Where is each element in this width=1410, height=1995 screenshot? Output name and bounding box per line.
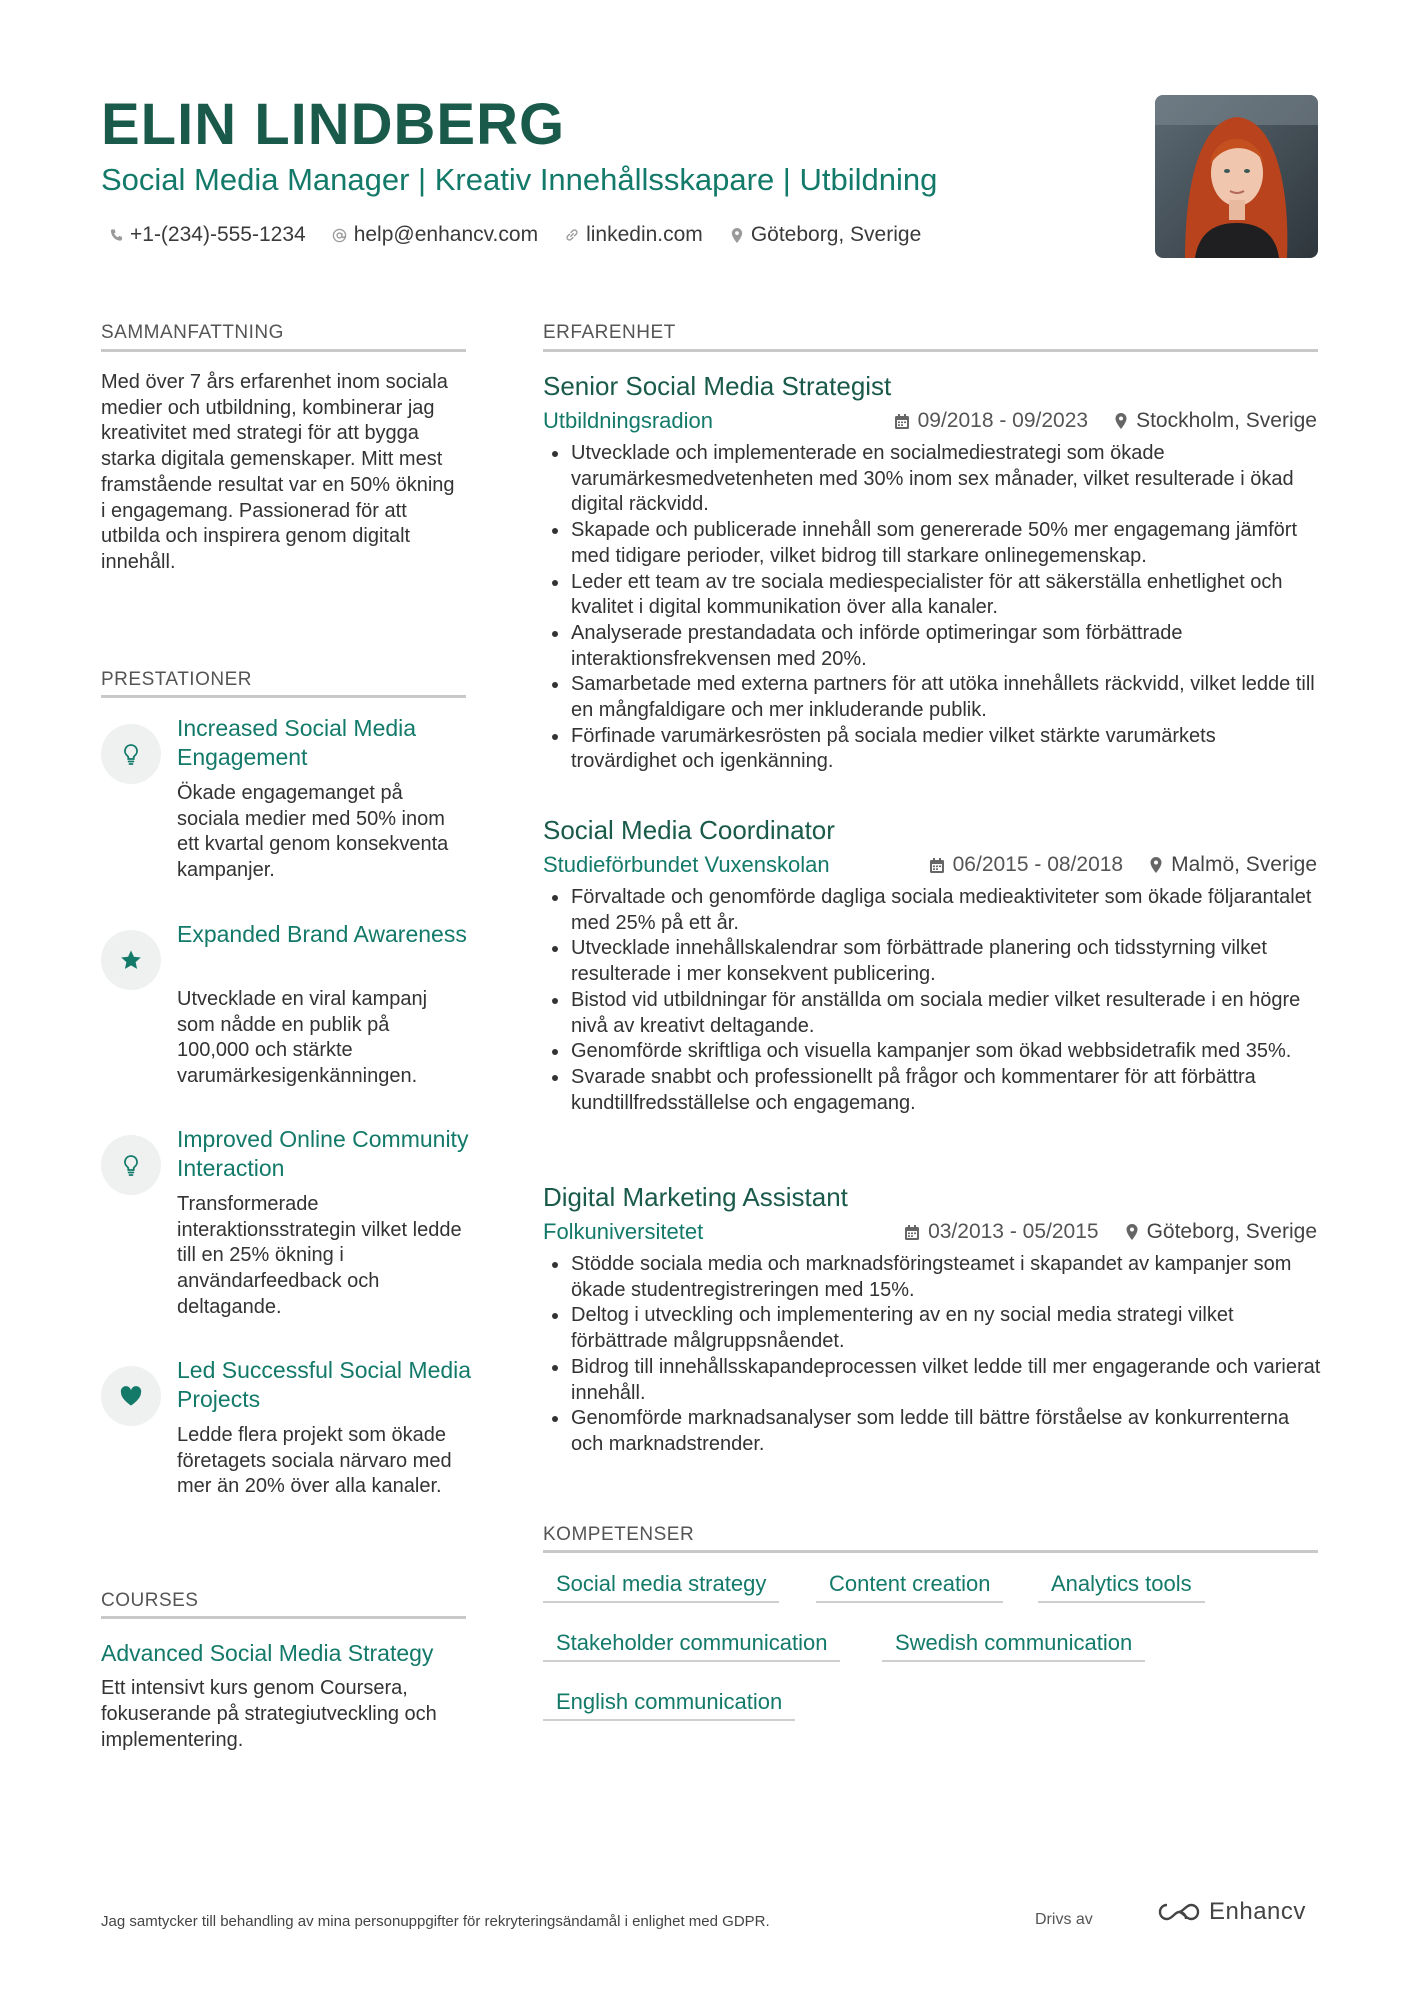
job-bullet: Bidrog till innehållsskapandeprocessen vilket ledde till mer engagerande och varierat innehåll. <box>571 1355 1321 1406</box>
achievement-description: Ökade engagemanget på sociala medier med 50% inom ett kvartal genom konsekventa kampanjer. <box>177 782 449 882</box>
job-bullets <box>543 885 1321 1116</box>
job-bullet: Stödde sociala media och marknadsföringsteamet i skapandet av kampanjer som ökade studentregistreringen med 15%. <box>571 1252 1321 1303</box>
calendar-icon <box>929 857 945 874</box>
achievement-description: Ledde flera projekt som ökade företagets sociala närvaro med mer än 20% över alla kanaler. <box>177 1424 452 1498</box>
achievement-badge <box>101 1135 161 1195</box>
job-role: Senior Social Media Strategist <box>543 371 892 401</box>
job-company: Folkuniversitetet <box>543 1219 704 1244</box>
job-company: Studieförbundet Vuxenskolan <box>543 852 830 877</box>
job-meta <box>904 1217 1317 1247</box>
job-bullet: Skapade och publicerade innehåll som genererade 50% mer engagemang jämfört med tidigare perioder, vilket bidrog till starkare onlinegemenskap. <box>571 518 1321 569</box>
course-title: Advanced Social Media Strategy <box>101 1640 434 1666</box>
job-dates <box>929 850 1123 880</box>
courses-heading: COURSES <box>101 1590 199 1611</box>
achievement-title: Increased Social Media Engagement <box>177 715 417 770</box>
star-icon <box>119 948 143 972</box>
skill-tag: Content creation <box>816 1567 1003 1603</box>
job-entry <box>543 1180 1321 1480</box>
lightbulb-icon <box>121 1154 141 1176</box>
contact-bar <box>108 220 921 250</box>
lightbulb-icon <box>121 743 141 765</box>
summary-text: Med över 7 års erfarenhet inom sociala medier och utbildning, kombinerar jag kreativitet med strategi för att bygga starka digitala gemenskaper. Mitt mest framstående resultat var en 50% ökning i engagemang. Passionerad för att utbilda och inspirera genom digitalt innehåll. <box>101 371 455 573</box>
job-location <box>1149 850 1317 880</box>
candidate-subtitle: Social Media Manager | Kreativ Innehållsskapare | Utbildning <box>101 162 938 197</box>
course-description: Ett intensivt kurs genom Coursera, fokuserande på strategiutveckling och implementering. <box>101 1677 437 1751</box>
achievements-heading: PRESTATIONER <box>101 669 252 690</box>
job-role: Social Media Coordinator <box>543 815 835 845</box>
link-icon <box>564 226 580 244</box>
location-icon <box>729 226 745 244</box>
summary-divider <box>101 349 466 352</box>
achievement-badge <box>101 930 161 990</box>
profile-photo <box>1155 95 1318 258</box>
infinity-logo-icon <box>1155 1900 1203 1924</box>
job-location-text: Göteborg, Sverige <box>1146 1220 1317 1243</box>
skills-divider <box>543 1550 1318 1553</box>
job-bullet: Bistod vid utbildningar för anställda om sociala medier vilket resulterade i en högre nivå av kreativt deltagande. <box>571 988 1321 1039</box>
job-dates <box>904 1217 1098 1247</box>
contact-phone[interactable] <box>108 220 306 250</box>
calendar-icon <box>894 413 910 430</box>
job-bullet: Samarbetade med externa partners för att utöka innehållets räckvidd, vilket ledde till en mångfaldigare och mer inkluderande publik. <box>571 672 1321 723</box>
summary-heading: SAMMANFATTNING <box>101 322 284 343</box>
candidate-name: ELIN LINDBERG <box>101 92 566 157</box>
skill-tag: English communication <box>543 1685 795 1721</box>
contact-location-text: Göteborg, Sverige <box>750 223 922 246</box>
skills-heading: KOMPETENSER <box>543 1524 695 1545</box>
job-bullet: Förfinade varumärkesrösten på sociala medier vilket stärkte varumärkets trovärdighet och igenkänning. <box>571 724 1321 775</box>
skill-tag: Stakeholder communication <box>543 1626 840 1662</box>
job-bullet: Svarade snabbt och professionellt på frågor och kommentarer för att förbättra kundtillfredsställelse och engagemang. <box>571 1065 1321 1116</box>
courses-divider <box>101 1616 466 1619</box>
location-icon <box>1149 856 1163 874</box>
job-dates <box>894 406 1088 436</box>
achievement-title: Led Successful Social Media Projects <box>177 1357 472 1412</box>
contact-location <box>729 220 921 250</box>
skill-tag: Analytics tools <box>1038 1567 1205 1603</box>
job-bullet: Förvaltade och genomförde dagliga sociala medieaktiviteter som ökade följarantalet med 25% på ett år. <box>571 885 1321 936</box>
job-dates-text: 09/2018 - 09/2023 <box>917 409 1089 432</box>
job-bullet: Genomförde skriftliga och visuella kampanjer som ökad webbsidetrafik med 35%. <box>571 1039 1321 1065</box>
job-bullet: Analyserade prestandadata och införde optimeringar som förbättrade interaktionsfrekvensen med 20%. <box>571 621 1321 672</box>
contact-linkedin-text: linkedin.com <box>586 223 703 246</box>
location-icon <box>1114 412 1128 430</box>
brand-name: Enhancv <box>1209 1898 1306 1925</box>
job-bullets <box>543 1252 1321 1458</box>
job-bullets <box>543 441 1321 775</box>
achievement-description: Transformerade interaktionsstrategin vilket ledde till en 25% ökning i användarfeedback och deltagande. <box>177 1193 462 1318</box>
experience-heading: ERFARENHET <box>543 322 676 343</box>
gdpr-consent: Jag samtycker till behandling av mina personuppgifter för rekryteringsändamål i enlighet med GDPR. <box>101 1913 770 1930</box>
job-dates-text: 03/2013 - 05/2015 <box>928 1220 1099 1243</box>
skill-tag: Swedish communication <box>882 1626 1145 1662</box>
job-bullet: Utvecklade innehållskalendrar som förbättrade planering och tidsstyrning vilket resulterade i mer konsekvent publicering. <box>571 936 1321 987</box>
skill-tag: Social media strategy <box>543 1567 779 1603</box>
contact-phone-text: +1-(234)-555-1234 <box>130 223 306 246</box>
heart-icon <box>119 1385 143 1407</box>
achievement-title: Expanded Brand Awareness <box>177 921 467 947</box>
job-company: Utbildningsradion <box>543 408 713 433</box>
enhancv-logo[interactable] <box>1155 1898 1306 1926</box>
job-bullet: Leder ett team av tre sociala mediespecialister för att säkerställa enhetlighet och kvalitet i digital kommunikation över alla kanaler. <box>571 570 1321 621</box>
job-bullet: Genomförde marknadsanalyser som ledde till bättre förståelse av konkurrenterna och marknadstrender. <box>571 1406 1321 1457</box>
job-meta <box>929 850 1317 880</box>
job-location <box>1114 406 1317 436</box>
powered-by-label: Drivs av <box>1035 1911 1093 1928</box>
job-entry <box>543 369 1317 779</box>
contact-linkedin[interactable] <box>564 220 703 250</box>
achievement-title: Improved Online Community Interaction <box>177 1126 469 1181</box>
achievement-description: Utvecklade en viral kampanj som nådde en publik på 100,000 och stärkte varumärkesigenkänningen. <box>177 988 428 1088</box>
job-location <box>1125 1217 1317 1247</box>
job-dates-text: 06/2015 - 08/2018 <box>952 853 1124 876</box>
job-bullet: Deltog i utveckling och implementering av en ny social media strategi vilket förbättrade målgruppsnåendet. <box>571 1303 1321 1354</box>
achievements-divider <box>101 695 466 698</box>
job-bullet: Utvecklade och implementerade en socialmediestrategi som ökade varumärkesmedvetenheten med 30% inom sex månader, vilket resulterade i ökad digital räckvidd. <box>571 441 1321 518</box>
job-location-text: Stockholm, Sverige <box>1136 409 1317 432</box>
achievement-badge <box>101 1366 161 1426</box>
experience-divider <box>543 349 1318 352</box>
calendar-icon <box>904 1224 920 1241</box>
job-role: Digital Marketing Assistant <box>543 1182 848 1212</box>
job-location-text: Malmö, Sverige <box>1171 853 1317 876</box>
job-entry <box>543 813 1317 1163</box>
at-icon <box>332 226 348 244</box>
phone-icon <box>108 226 124 244</box>
contact-email[interactable] <box>332 220 538 250</box>
achievement-badge <box>101 724 161 784</box>
contact-email-text: help@enhancv.com <box>353 223 539 246</box>
job-meta <box>894 406 1317 436</box>
location-icon <box>1125 1223 1139 1241</box>
